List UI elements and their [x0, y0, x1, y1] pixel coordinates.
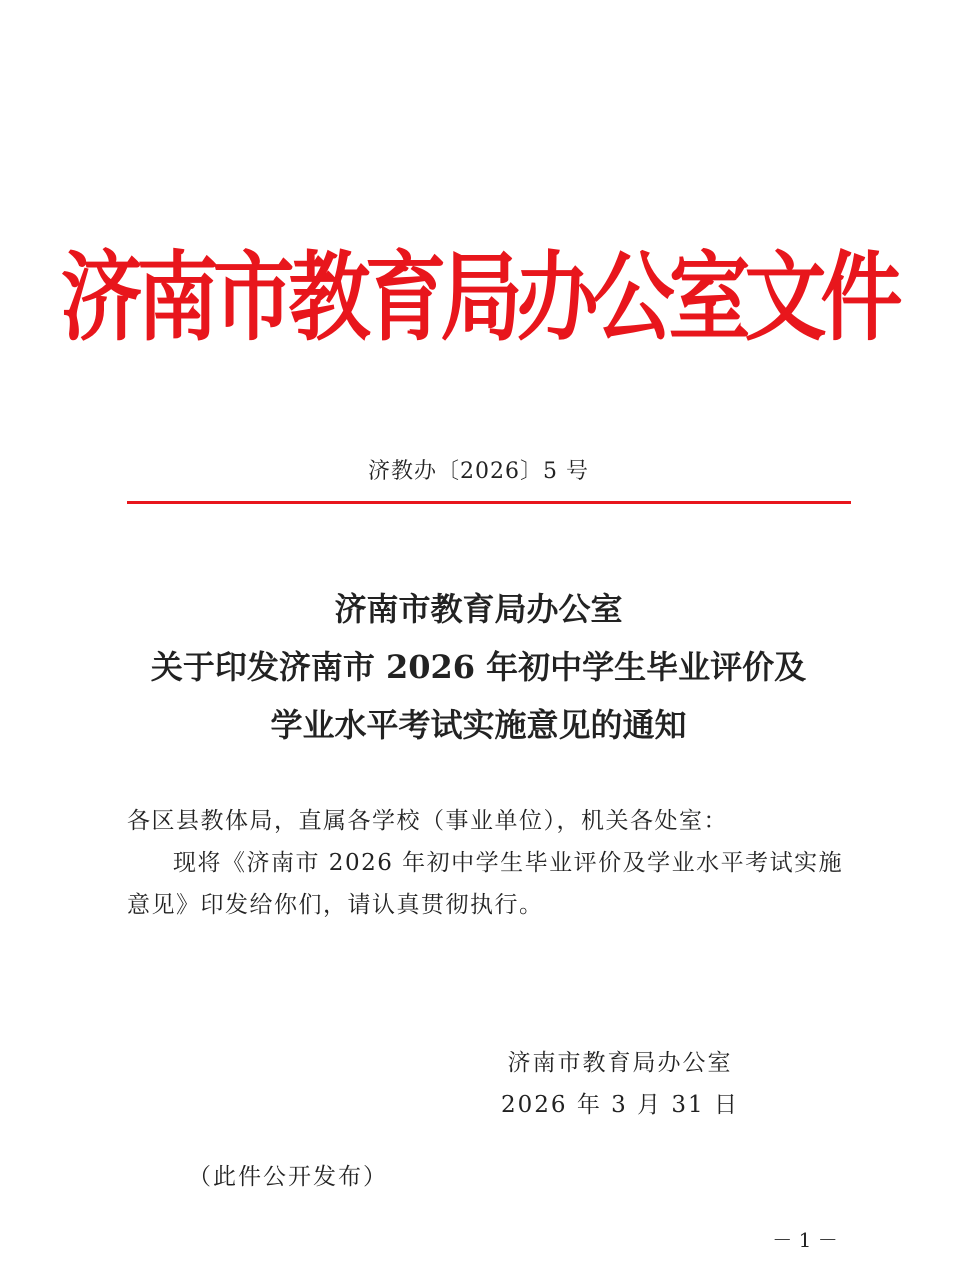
public-release-note: （此件公开发布）: [188, 1164, 388, 1190]
title-line-3: 学业水平考试实施意见的通知: [270, 706, 687, 744]
issue-date: 2026 年 3 月 31 日: [501, 1092, 739, 1118]
title-line-2: 关于印发济南市 2026 年初中学生毕业评价及: [150, 648, 807, 686]
body-paragraph: 现将《济南市 2026 年初中学生毕业评价及学业水平考试实施意见》印发给你们，请认真贯彻执行。: [127, 850, 844, 918]
page-number: － 1 －: [772, 1228, 838, 1252]
document-number: 济教办〔2026〕5 号: [368, 459, 589, 484]
issuer-name: 济南市教育局办公室: [507, 1050, 733, 1076]
masthead-text: 济南市教育局办公室文件: [60, 241, 897, 355]
red-divider-line: [127, 501, 851, 504]
document-masthead: [0, 238, 957, 358]
salutation: 各区县教体局，直属各学校（事业单位），机关各处室：: [127, 808, 728, 834]
notice-title: [0, 580, 957, 754]
signature-block: [480, 1042, 760, 1126]
title-line-1: 济南市教育局办公室: [334, 590, 623, 628]
notice-body: [127, 800, 847, 926]
